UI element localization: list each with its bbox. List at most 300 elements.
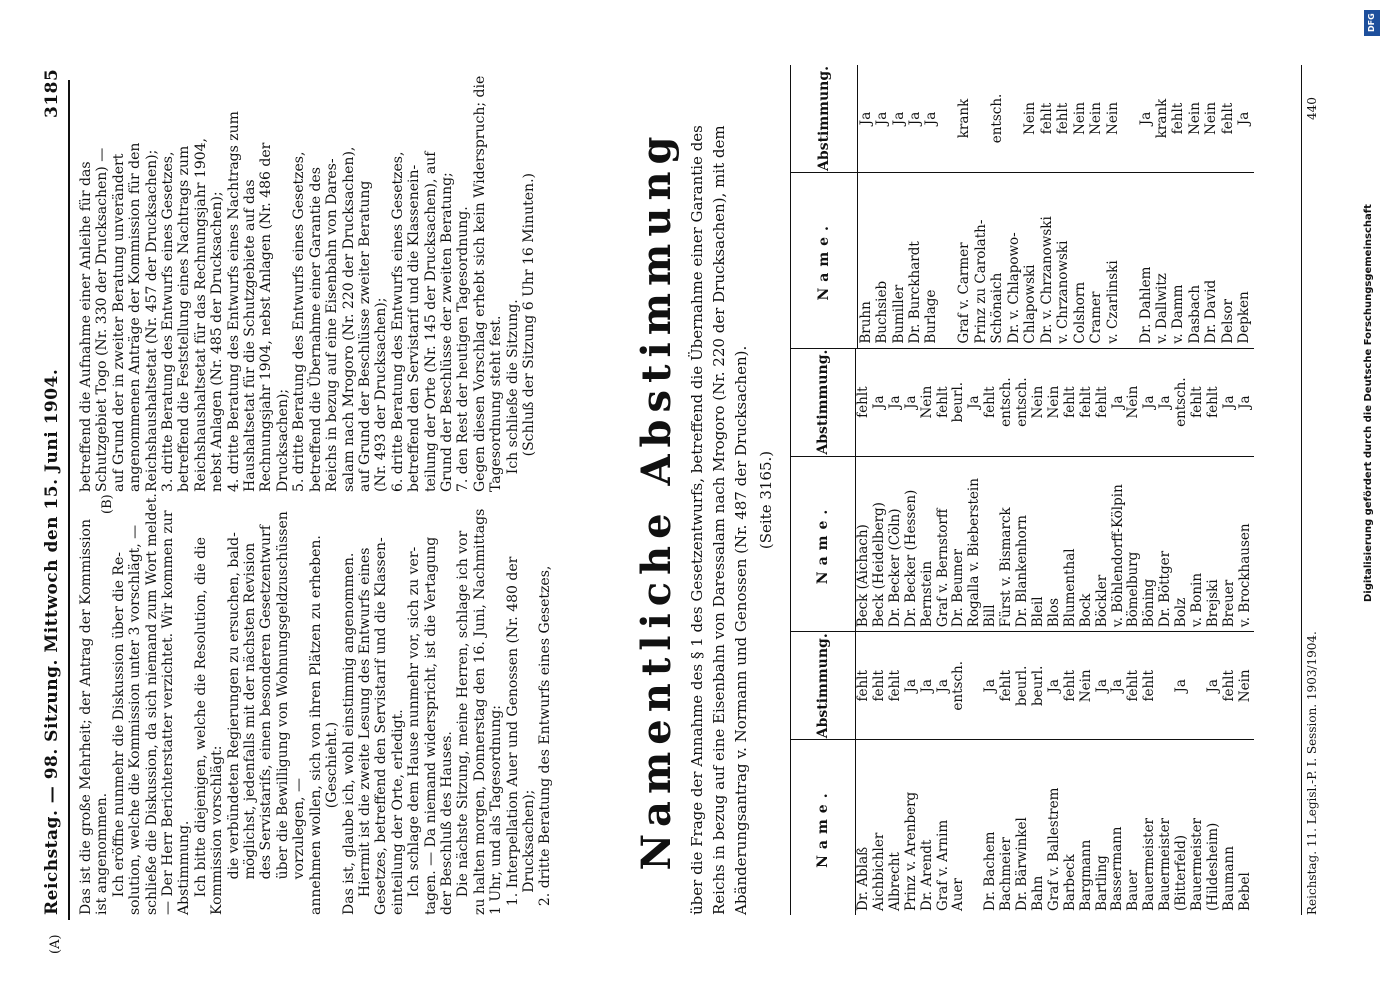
vote-value: fehlt [856, 632, 872, 739]
table-row [856, 632, 872, 915]
text-line-right: Drucksachen); [274, 388, 291, 492]
member-name: v. Damm [1170, 284, 1187, 344]
member-name: v. Brockhausen [1236, 523, 1253, 628]
vote-value: fehlt [1039, 65, 1055, 172]
table-row [1188, 65, 1204, 348]
vote-value: Ja [920, 632, 936, 739]
member-name: Schönaich [989, 272, 1006, 344]
vote-value: fehlt [888, 632, 904, 739]
table-row [1031, 349, 1047, 632]
text-line-left: Ich bitte diejenigen, welche die Resolution, die die [192, 537, 209, 915]
text-line-left: (Geschieht.) [324, 721, 341, 915]
text-line-left: schließe die Diskussion, da sich niemand zum Wort meldet. [143, 493, 160, 915]
text-line-left: 1 Uhr, und als Tagesordnung: [488, 705, 505, 915]
member-name: v. Dallwitz [1154, 273, 1170, 344]
vote-value: Ja [891, 65, 907, 172]
vote-value: Ja [1238, 349, 1254, 456]
member-name: Dasbach [1186, 284, 1203, 344]
text-line-right: 6. dritte Beratung des Entwurfs eines Gesetzes, [389, 151, 406, 492]
text-line-right: auf Grund der in zweiter Beratung unverändert [110, 153, 127, 492]
member-name: (Hildesheim) [1204, 822, 1221, 911]
member-name: Dr. Böttger [1157, 550, 1174, 628]
text-line-left: die verbündeten Regierungen zu ersuchen, bald- [225, 532, 242, 915]
vote-value: krank [1155, 65, 1171, 172]
page-reference: (Seite 3165.) [757, 450, 775, 550]
member-name: Bleil [1029, 596, 1046, 628]
table-row [1079, 632, 1095, 915]
member-name: Böckler [1093, 574, 1110, 628]
table-row [983, 632, 999, 915]
vote-value: Ja [1110, 632, 1126, 739]
member-name: Dr. v. Chrzanowski [1038, 216, 1055, 344]
member-name [967, 740, 983, 915]
vote-value: Nein [1047, 349, 1063, 456]
table-row [1007, 65, 1023, 348]
vote-value: Nein [1079, 632, 1095, 739]
member-name: Brejski [1204, 579, 1221, 628]
member-name: Cramer [1088, 291, 1105, 344]
member-name: Dr. Burckhardt [907, 241, 923, 344]
table-row [1237, 65, 1254, 348]
vote-value: fehlt [1221, 65, 1237, 172]
vote-value: Ja [904, 349, 920, 456]
table-row [936, 349, 952, 632]
vote-value: entsch. [1015, 349, 1031, 456]
text-line-right: (Schluß der Sitzung 6 Uhr 16 Minuten.) [520, 173, 537, 492]
table-row [1222, 349, 1238, 632]
vote-value: Ja [1174, 632, 1190, 739]
table-row [1015, 349, 1031, 632]
vote-value: Nein [1072, 65, 1088, 172]
table-row [1171, 65, 1187, 348]
member-name: Bömelburg [1125, 551, 1142, 628]
member-name: Bassermann [1109, 826, 1126, 911]
text-line-left: vorzulegen, — [291, 778, 308, 915]
vote-value: fehlt [1056, 65, 1072, 172]
header-rule [68, 80, 70, 920]
table-row [1204, 65, 1220, 348]
dfg-logo: DFG [1364, 10, 1380, 36]
footer-citation: Reichstag. 11. Legisl.-P. I. Session. 1903/1904. [1305, 631, 1319, 915]
member-name: Dr. Ablaß [855, 846, 871, 911]
table-row [1190, 632, 1206, 915]
member-name: Burlage [923, 289, 940, 344]
table-row [967, 349, 983, 632]
text-line-right: betreffend die Feststellung eines Nachtrags zum [176, 145, 193, 492]
member-name: Dr. Bachem [982, 831, 999, 911]
vote-value: Ja [858, 65, 875, 172]
member-name: Chlapowski [1022, 264, 1039, 344]
member-name: Bauer [1125, 869, 1142, 911]
table-row [1047, 632, 1063, 915]
text-line-right: auf Grund der Beschlüsse zweiter Beratung [356, 180, 373, 492]
text-line-right: Grund der Beschlüsse der zweiten Beratung; [438, 172, 455, 492]
vote-value: Ja [908, 65, 924, 172]
vote-value [974, 65, 990, 172]
member-name: Bahn [1029, 875, 1046, 911]
sheet-number: 440 [1305, 97, 1319, 120]
table-row [1072, 65, 1088, 348]
member-name: v. Böhlendorff-Kölpin [1109, 484, 1126, 628]
table-row [1238, 349, 1254, 632]
member-name: Colshorn [1071, 281, 1088, 344]
member-name: (Bitterfeld) [1173, 834, 1190, 911]
vote-value [1190, 632, 1206, 739]
member-name: Bargmann [1077, 839, 1094, 911]
vote-value [967, 632, 983, 739]
vote-table-frame [790, 65, 1302, 915]
member-name: Bauermeister [1189, 817, 1206, 911]
text-column-left [78, 493, 554, 915]
text-line-left: Drucksachen); [520, 789, 537, 915]
text-line-left: 1. Interpellation Auer und Genossen (Nr. 480 der [504, 556, 521, 915]
member-name: Bill [982, 604, 999, 628]
text-line-right: angenommenen Anträge der Kommission für den [127, 142, 144, 492]
member-name: Dr. v. Chlapowo- [1005, 232, 1022, 344]
vote-value: fehlt [1063, 349, 1079, 456]
text-line-right: Gegen diesen Vorschlag erhebt sich kein Widerspruch; die [471, 75, 488, 492]
intro-line: über die Frage der Annahme des § 1 des Gesetzentwurfs, betreffend die Übernahme einer Garantie des [688, 125, 706, 915]
table-row [1206, 632, 1222, 915]
member-name: Dr. Blankenhorn [1014, 515, 1031, 628]
vote-value [1158, 632, 1174, 739]
vote-value: Ja [967, 349, 983, 456]
member-name: Depken [1236, 291, 1253, 344]
vote-value: fehlt [1142, 632, 1158, 739]
text-line-left: Die nächste Sitzung, meine Herren, schlage ich vor [455, 530, 472, 915]
member-name: Graf v. Bernstorff [934, 508, 951, 628]
vote-value: fehlt [1206, 349, 1222, 456]
text-line-right: betreffend die Übernahme einer Garantie des [307, 167, 324, 492]
table-row [1174, 632, 1190, 915]
table-row [999, 632, 1015, 915]
member-name: Dr. Arendt [918, 839, 935, 911]
table-row [951, 349, 967, 632]
member-name: Bebel [1236, 872, 1253, 911]
member-name: v. Bonin [1189, 572, 1206, 628]
table-row [1142, 632, 1158, 915]
table-row [1023, 65, 1039, 348]
column-header-name: Name. [791, 172, 858, 348]
text-line-left: zu halten morgen, Donnerstag den 16. Juni, Nachmittags [471, 508, 488, 915]
table-row [990, 65, 1006, 348]
page-number: 3185 [42, 68, 62, 118]
member-name: Buchsieb [874, 280, 891, 344]
table-row [908, 65, 924, 348]
table-row [936, 632, 952, 915]
member-name: Bumiller [890, 284, 907, 344]
table-row [1155, 65, 1171, 348]
table-row [888, 349, 904, 632]
vote-value: beurl. [1015, 632, 1031, 739]
member-name: Breuer [1220, 579, 1237, 628]
table-row [872, 349, 888, 632]
member-name: Graf v. Carmer [956, 242, 973, 344]
digitization-note-text: Digitalisierung gefördert durch die Deutsche Forschungsgemeinschaft [1363, 204, 1374, 602]
text-line-left: tagen. — Da niemand widerspricht, ist die Vertagung [422, 536, 439, 915]
member-name: Dr. Beumer [950, 549, 967, 628]
vote-value: fehlt [1190, 349, 1206, 456]
table-row [974, 65, 990, 348]
member-name: Böning [1141, 578, 1158, 628]
text-column-right [78, 75, 537, 492]
member-name: Auer [950, 878, 967, 911]
member-name: Beck (Aichach) [855, 524, 871, 628]
margin-marker-a: (A) [48, 934, 63, 954]
vote-value: Ja [888, 349, 904, 456]
text-line-right: (Nr. 493 der Drucksachen); [373, 297, 390, 492]
text-line-right: nebst Anlagen (Nr. 485 der Drucksachen); [209, 191, 226, 492]
text-line-right: 7. den Rest der heutigen Tagesordnung. [455, 206, 472, 492]
text-line-right: Schutzgebiet Togo (Nr. 330 der Drucksachen) — [94, 147, 111, 492]
vote-value: Ja [872, 349, 888, 456]
text-line-right: Reichshaushaltsetat (Nr. 457 der Drucksachen); [143, 149, 160, 492]
text-line-left: Abstimmung. [176, 820, 193, 915]
member-name: Graf v. Ballestrem [1045, 787, 1062, 911]
member-name: Dr. David [1203, 279, 1220, 344]
table-row [1110, 632, 1126, 915]
table-row [1158, 632, 1174, 915]
table-row [1056, 65, 1072, 348]
table-row [858, 65, 875, 348]
vote-value [1007, 65, 1023, 172]
table-row [920, 632, 936, 915]
vote-value: entsch. [999, 349, 1015, 456]
vote-value: Nein [1188, 65, 1204, 172]
vote-value: Ja [875, 65, 891, 172]
text-line-left: annehmen wollen, sich von ihren Plätzen zu erheben. [307, 535, 324, 915]
vote-value: fehlt [1222, 632, 1238, 739]
vote-value: Ja [983, 632, 999, 739]
member-name: Albrecht [886, 852, 903, 911]
table-row [1105, 65, 1121, 348]
member-name: Bock [1077, 593, 1094, 628]
text-line-left: der Beschluß des Hauses. [438, 731, 455, 915]
table-row [1015, 632, 1031, 915]
text-line-right: Reichs in bezug auf eine Eisenbahn von Dares- [324, 158, 341, 492]
member-name: Aichbichler [870, 832, 887, 911]
text-line-left: Das ist die große Mehrheit; der Antrag der Kommission [78, 518, 94, 915]
vote-value: Nein [1204, 65, 1220, 172]
vote-value: entsch. [1174, 349, 1190, 456]
text-line-left: — Der Herr Berichterstatter verzichtet. Wir kommen zur [160, 510, 177, 915]
vote-value: Nein [920, 349, 936, 456]
text-line-left: Hiermit ist die zweite Lesung des Entwurfs eines [356, 547, 373, 915]
table-row [1126, 349, 1142, 632]
intro-line: Reichs in bezug auf eine Eisenbahn von Daressalam nach Mrogoro (Nr. 220 der Drucksachen), mit dem [710, 125, 728, 915]
text-line-left: des Servistarifs, einen besonderen Gesetzentwurf [258, 525, 275, 915]
member-name: Baumann [1220, 846, 1237, 911]
vote-value: krank [957, 65, 973, 172]
text-line-left: solution, welche die Kommission unter 3 vorschlägt, — [127, 524, 144, 915]
member-name: Dr. Becker (Hessen) [902, 489, 919, 628]
vote-value: fehlt [999, 632, 1015, 739]
member-name [941, 172, 957, 348]
member-name: Prinz zu Carolath- [972, 219, 989, 344]
table-row [904, 349, 920, 632]
vote-value: Ja [1142, 349, 1158, 456]
vote-value: Ja [1095, 632, 1111, 739]
table-row [1174, 349, 1190, 632]
text-line-left: Kommission vorschlägt: [209, 745, 226, 915]
table-row [891, 65, 907, 348]
member-name: Bauermeister [1157, 817, 1174, 911]
text-line-left: Ich eröffne nunmehr die Diskussion über die Re- [110, 552, 127, 915]
column-header-name: Name. [791, 740, 856, 915]
member-name: Fürst v. Bismarck [998, 507, 1015, 628]
vote-value: fehlt [1171, 65, 1187, 172]
text-line-right: Reichshaushaltsetat für das Rechnungsjahr 1904, [192, 138, 209, 492]
table-row [872, 632, 888, 915]
table-row [1126, 632, 1142, 915]
text-line-left: einteilung der Orte, erledigt. [389, 709, 406, 915]
vote-value: fehlt [983, 349, 999, 456]
vote-value: Ja [936, 632, 952, 739]
member-name: Blumenthal [1061, 548, 1078, 628]
table-row [1095, 632, 1111, 915]
table-row [1111, 349, 1127, 632]
table-row [957, 65, 973, 348]
table-row [1221, 65, 1237, 348]
vote-table-2 [791, 349, 1254, 633]
vote-value: fehlt [1063, 632, 1079, 739]
text-line-right: teilung der Orte (Nr. 145 der Drucksachen), auf [422, 151, 439, 492]
text-line-left: Das ist, glaube ich, wohl einstimmig angenommen. [340, 552, 357, 915]
table-row [920, 349, 936, 632]
member-name: v. Czarlinski [1104, 260, 1121, 344]
member-name: Bruhn [857, 301, 874, 344]
vote-value: fehlt [1095, 349, 1111, 456]
member-name: Rogalla v. Bieberstein [966, 478, 983, 628]
member-name: Prinz v. Arenberg [902, 791, 919, 911]
text-line-right: 5. dritte Beratung des Entwurfs eines Gesetzes, [291, 151, 308, 492]
vote-value: Nein [1105, 65, 1121, 172]
vote-value: fehlt [936, 349, 952, 456]
table-row [999, 349, 1015, 632]
digitization-note [1361, 0, 1383, 1000]
member-name: Bachmeier [998, 837, 1015, 911]
text-line-right: salam nach Mrogoro (Nr. 220 der Drucksachen), [340, 146, 357, 492]
text-line-left: Gesetzes, betreffend den Servistarif und die Klassen- [373, 537, 390, 915]
table-row [1063, 349, 1079, 632]
table-row [1095, 349, 1111, 632]
table-row [888, 632, 904, 915]
vote-value: Ja [1158, 349, 1174, 456]
vote-value: Ja [1237, 65, 1254, 172]
text-line-left: ist angenommen. [94, 792, 111, 915]
table-row [1039, 65, 1055, 348]
member-name: Dr. Becker (Cöln) [886, 508, 903, 628]
column-header-name: Name. [791, 456, 856, 632]
column-header-vote: Abstimmung. [791, 632, 856, 739]
vote-value: Nein [1031, 349, 1047, 456]
vote-value: fehlt [1126, 632, 1142, 739]
text-line-right: 4. dritte Beratung des Entwurfs eines Nachtrags zum [225, 111, 242, 492]
vote-value: entsch. [990, 65, 1006, 172]
vote-value: Nein [1238, 632, 1254, 739]
table-row [1122, 65, 1138, 348]
column-header-vote: Abstimmung. [791, 65, 858, 172]
vote-value: fehlt [1079, 349, 1095, 456]
vote-value: Ja [904, 632, 920, 739]
vote-value: Ja [1206, 632, 1222, 739]
vote-value: fehlt [856, 349, 872, 456]
running-header: Reichstag. — 98. Sitzung. Mittwoch den 15. Juni 1904. [42, 368, 62, 915]
member-name: Bolz [1173, 597, 1190, 628]
vote-value: beurl. [951, 349, 967, 456]
table-row [1238, 632, 1254, 915]
table-row [875, 65, 891, 348]
table-row [1222, 632, 1238, 915]
vote-value: Ja [1111, 349, 1127, 456]
table-row [856, 349, 872, 632]
vote-intro [686, 125, 752, 915]
vote-table-1 [791, 632, 1254, 915]
intro-line: Abänderungsantrag v. Normann und Genossen (Nr. 487 der Drucksachen). [732, 345, 750, 915]
table-row [1142, 349, 1158, 632]
vote-value: Ja [1047, 632, 1063, 739]
member-name: v. Chrzanowski [1055, 240, 1072, 344]
margin-marker-b: (B) [100, 494, 115, 514]
text-line-right: Tagesordnung steht fest. [488, 315, 505, 492]
member-name: Barbeck [1061, 854, 1078, 911]
text-line-right: betreffend die Aufnahme einer Anleihe für das [78, 161, 94, 492]
vote-table-3 [791, 65, 1254, 349]
table-row [1190, 349, 1206, 632]
table-row [967, 632, 983, 915]
text-line-right: Rechnungsjahr 1904, nebst Anlagen (Nr. 486 der [258, 142, 275, 492]
vote-value: Ja [1222, 349, 1238, 456]
text-line-right: betreffend den Servistarif und die Klassenein- [406, 164, 423, 492]
text-line-left: möglichst, jedenfalls mit der nächsten Revision [242, 542, 259, 915]
member-name: Beck (Heidelberg) [870, 502, 887, 628]
member-name [1122, 172, 1138, 348]
text-line-left: Ich schlage dem Hause nunmehr vor, sich zu ver- [406, 546, 423, 915]
table-row [1031, 632, 1047, 915]
member-name: Bartling [1093, 855, 1110, 911]
vote-value: entsch. [951, 632, 967, 739]
table-row [1063, 632, 1079, 915]
vote-value: Nein [1089, 65, 1105, 172]
table-row [1138, 65, 1154, 348]
text-line-right: Ich schließe die Sitzung. [504, 299, 521, 492]
table-row [924, 65, 940, 348]
member-name: Dr. Dahlem [1137, 266, 1154, 344]
member-name: Bernstein [918, 560, 935, 628]
vote-value: Nein [1126, 349, 1142, 456]
vote-value: Ja [1138, 65, 1154, 172]
table-row [1079, 349, 1095, 632]
table-row [941, 65, 957, 348]
member-name: Delsor [1219, 299, 1236, 344]
table-row [1047, 349, 1063, 632]
member-name: Dr. Bärwinkel [1014, 817, 1031, 911]
vote-value: Nein [1023, 65, 1039, 172]
text-line-left: über die Bewilligung von Wohnungsgeldzuschüssen [274, 511, 291, 915]
text-line-right: 3. dritte Beratung des Entwurfs eines Gesetzes, [160, 151, 177, 492]
member-name: Bauermeister [1141, 817, 1158, 911]
vote-value [1122, 65, 1138, 172]
member-name: Graf v. Arnim [934, 819, 951, 911]
vote-value: fehlt [872, 632, 888, 739]
vote-value: beurl. [1031, 632, 1047, 739]
text-line-left: 2. dritte Beratung des Entwurfs eines Gesetzes, [537, 565, 554, 915]
table-row [1089, 65, 1105, 348]
table-row [1206, 349, 1222, 632]
member-name: Blos [1045, 598, 1062, 628]
table-row [951, 632, 967, 915]
table-row [1158, 349, 1174, 632]
